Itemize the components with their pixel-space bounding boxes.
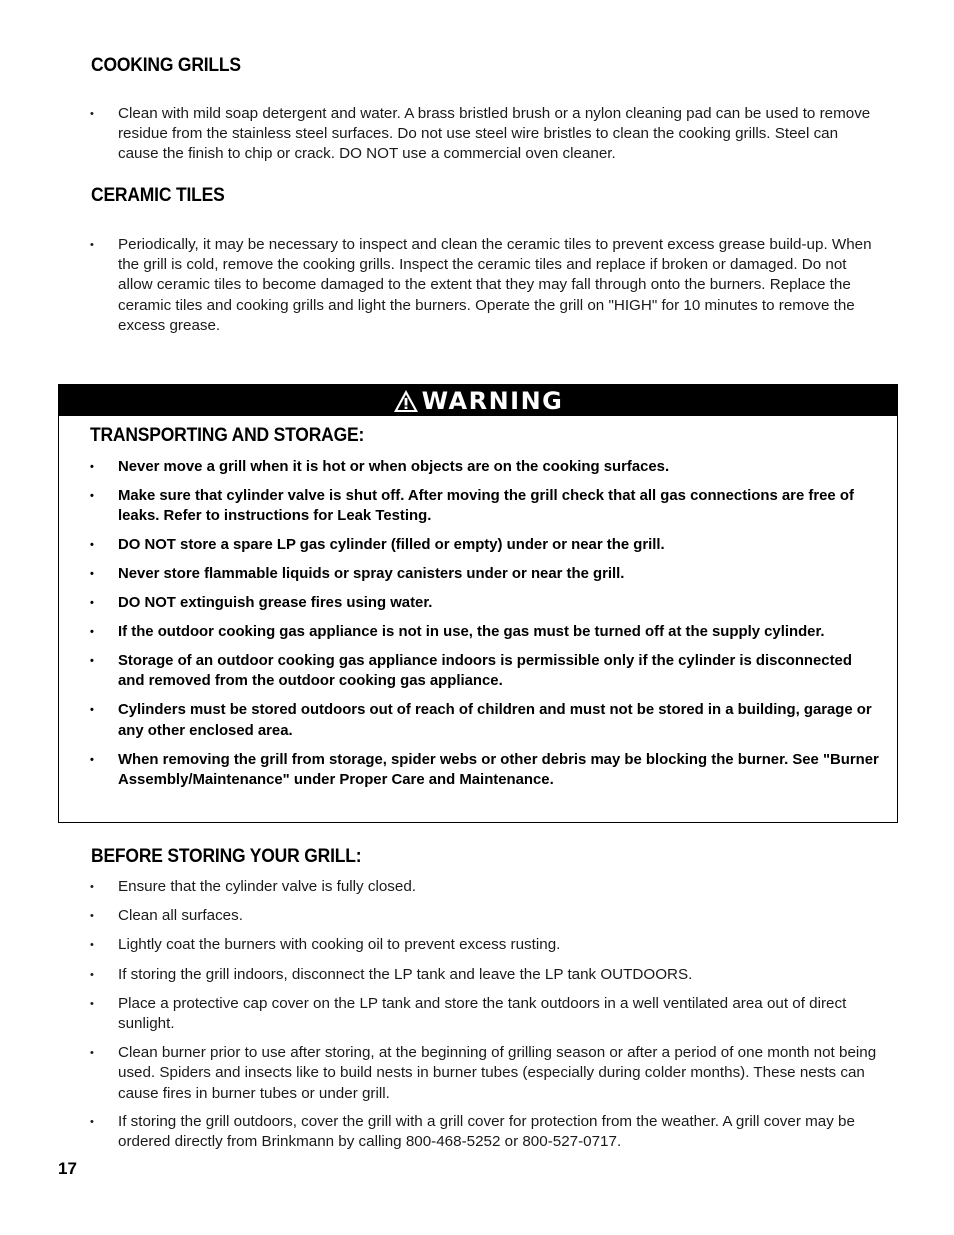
bullet-icon: • — [90, 881, 94, 893]
bullet-icon: • — [90, 704, 94, 717]
list-item: • Lightly coat the burners with cooking oil to prevent excess rusting. — [90, 935, 880, 955]
before-storing-list — [90, 877, 880, 1152]
cooking-grills-list — [90, 104, 880, 165]
list-item: • Periodically, it may be necessary to inspect and clean the ceramic tiles to prevent excess grease build-up. When the grill is cold, remove the cooking grills. Inspect the ceramic tiles and replace if broken or damaged. Do not allow ceramic tiles to become damaged to the extent that they may fall through onto the burners. Replace the ceramic tiles and cooking grills and light the burners. Operate the grill on "HIGH" for 10 minutes to remove the excess grease. — [90, 236, 872, 334]
list-item: • Place a protective cap cover on the LP tank and store the tank outdoors in a well ventilated area out of direct sunlight. — [90, 994, 847, 1033]
transporting-storage-heading: TRANSPORTING AND STORAGE: — [90, 425, 365, 446]
list-item: • Storage of an outdoor cooking gas appliance indoors is permissible only if the cylinder is disconnected and removed from the outdoor cooking gas appliance. — [90, 653, 852, 690]
bullet-icon: • — [90, 655, 94, 668]
bullet-icon: • — [90, 490, 94, 502]
bullet-icon: • — [90, 1115, 94, 1128]
bullet-icon: • — [90, 753, 94, 766]
ceramic-tiles-heading: CERAMIC TILES — [91, 185, 225, 206]
list-item: • Ensure that the cylinder valve is fully closed. — [90, 877, 880, 897]
list-item: • DO NOT extinguish grease fires using water. — [90, 593, 880, 613]
cooking-grills-heading: COOKING GRILLS — [91, 55, 241, 76]
bullet-icon: • — [90, 461, 94, 473]
bullet-icon: • — [90, 1047, 94, 1060]
list-item: • Clean with mild soap detergent and water. A brass bristled brush or a nylon cleaning pad can be used to remove residue from the stainless steel surfaces. Do not use steel wire bristles to clean the cooking grills. Steel can cause the finish to chip or crack. DO NOT use a commercial oven cleaner. — [90, 105, 871, 163]
list-item: • Never move a grill when it is hot or when objects are on the cooking surfaces. — [90, 457, 880, 477]
bullet-icon: • — [90, 968, 94, 981]
list-item: • When removing the grill from storage, spider webs or other debris may be blocking the burner. See "Burner Assembly/Maintenance" under Proper Care and Maintenance. — [90, 751, 879, 788]
bullet-icon: • — [90, 597, 94, 610]
bullet-icon: • — [90, 910, 94, 923]
list-item: • Clean all surfaces. — [90, 906, 880, 926]
list-item: • If storing the grill indoors, disconnect the LP tank and leave the LP tank OUTDOORS. — [90, 965, 880, 985]
list-item: • If storing the grill outdoors, cover the grill with a grill cover for protection from the weather. A grill cover may be ordered directly from Brinkmann by calling 800-468-5252 or 800-527-0717. — [90, 1112, 855, 1151]
bullet-icon: • — [90, 939, 94, 952]
list-item: • If the outdoor cooking gas appliance is not in use, the gas must be turned off at the supply cylinder. — [90, 622, 880, 642]
list-item: • Make sure that cylinder valve is shut off. After moving the grill check that all gas connections are free of leaks. Refer to instructions for Leak Testing. — [90, 488, 854, 525]
ceramic-tiles-list — [90, 235, 880, 336]
bullet-icon: • — [90, 568, 94, 581]
before-storing-heading: BEFORE STORING YOUR GRILL: — [91, 846, 362, 867]
warning-box — [58, 384, 898, 823]
bullet-icon: • — [90, 239, 94, 251]
warning-label: WARNING — [421, 386, 564, 415]
bullet-icon: • — [90, 626, 94, 639]
bullet-icon: • — [90, 997, 94, 1010]
bullet-icon: • — [90, 108, 94, 120]
warning-list — [90, 457, 880, 790]
list-item: • DO NOT store a spare LP gas cylinder (filled or empty) under or near the grill. — [90, 535, 880, 555]
bullet-icon: • — [90, 539, 94, 552]
page-number: 17 — [58, 1159, 77, 1178]
list-item: • Never store flammable liquids or spray canisters under or near the grill. — [90, 564, 880, 584]
list-item: • Clean burner prior to use after storing, at the beginning of grilling season or after a period of one month not being used. Spiders and insects like to build nests in burner tubes (especially during colder months). These nests can cause fires in burner tubes or under grill. — [90, 1044, 877, 1102]
list-item: • Cylinders must be stored outdoors out of reach of children and must not be stored in a building, garage or any other enclosed area. — [90, 702, 872, 739]
warning-banner — [59, 385, 897, 416]
warning-triangle-icon — [393, 389, 419, 413]
